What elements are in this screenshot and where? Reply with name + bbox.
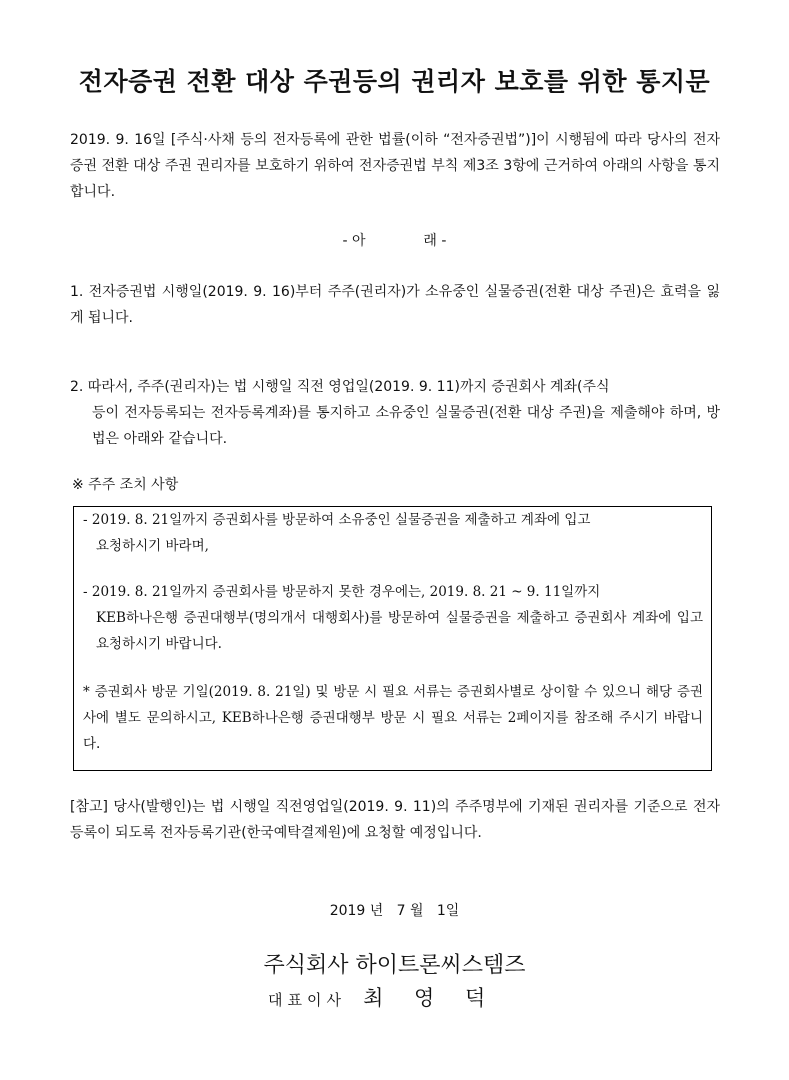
section-heading: - 아 래 -	[342, 233, 447, 249]
signature-line	[268, 982, 568, 1016]
issue-date: 2019 년 7 월 1일	[329, 903, 460, 919]
notice-title: 전자증권 전환 대상 주권등의 권리자 보호를 위한 통지문	[78, 67, 711, 96]
intro-paragraph: 2019. 9. 16일 [주식·사채 등의 전자등록에 관한 법률(이하 “전자증권법”)]이 시행됨에 따라 당사의 전자증권 전환 대상 주권 권리자를 보호하기 위하여 전자증권법 부칙 제3조 3항에 근거하여 아래의 사항을 통지합니다.	[70, 132, 720, 200]
box-bullet-2-continuation: KEB하나은행 증권대행부(명의개서 대행회사)를 방문하여 실물증권을 제출하고 증권회사 계좌에 입고 요청하시기 바랍니다.	[96, 610, 703, 652]
shareholder-action-box	[73, 506, 712, 771]
box-asterisk-note: * 증권회사 방문 기일(2019. 8. 21일) 및 방문 시 필요 서류는 증권회사별로 상이할 수 있으니 해당 증권사에 별도 문의하시고, KEB하나은행 증권대행부 방문 시 필요 서류는 2페이지를 참조해 주시기 바랍니다.	[83, 684, 703, 752]
item-2-head: 2. 따라서, 주주(권리자)는 법 시행일 직전 영업일(2019. 9. 11)까지 증권회사 계좌(주식	[70, 379, 610, 395]
reference-note: [참고] 당사(발행인)는 법 시행일 직전영업일(2019. 9. 11)의 주주명부에 기재된 권리자를 기준으로 전자등록이 되도록 전자등록기관(한국예탁결제원)에 요청할 예정입니다.	[70, 799, 720, 841]
company-name: 주식회사 하이트론씨스템즈	[263, 953, 526, 978]
box-bullet-1-continuation: 요청하시기 바라며,	[96, 538, 209, 554]
item-2-continuation: 등이 전자등록되는 전자등록계좌)를 통지하고 소유중인 실물증권(전환 대상 주권)을 제출해야 하며, 방법은 아래와 같습니다.	[92, 405, 720, 447]
box-bullet-2-head: - 2019. 8. 21일까지 증권회사를 방문하지 못한 경우에는, 2019. 8. 21 ~ 9. 11일까지	[83, 584, 601, 600]
item-1: 1. 전자증권법 시행일(2019. 9. 16)부터 주주(권리자)가 소유중인 실물증권(전환 대상 주권)은 효력을 잃게 됩니다.	[70, 284, 720, 326]
ceo-name: 최 영 덕	[363, 986, 486, 1010]
ceo-label: 대표이사	[268, 991, 346, 1009]
note-label: ※ 주주 조치 사항	[72, 477, 179, 493]
box-bullet-1-head: - 2019. 8. 21일까지 증권회사를 방문하여 소유중인 실물증권을 제출하고 계좌에 입고	[83, 512, 591, 528]
